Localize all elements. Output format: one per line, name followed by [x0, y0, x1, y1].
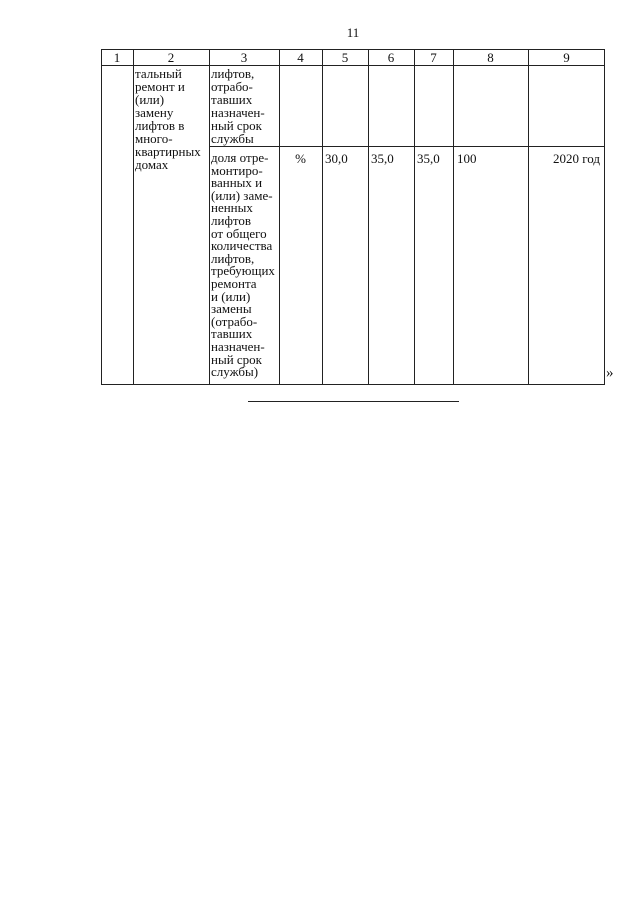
- cell-indicator-continued: лифтов, отрабо- тавших назначен- ный срок службы: [211, 66, 265, 146]
- page-number: 11: [346, 25, 360, 40]
- column-divider-8: [528, 49, 529, 385]
- header-cell-8: 8: [487, 50, 494, 65]
- header-cell-1: 1: [113, 50, 121, 65]
- column-divider-2: [209, 49, 210, 385]
- header-cell-9: 9: [563, 50, 570, 65]
- column-divider-6: [414, 49, 415, 385]
- row-divider: [209, 146, 605, 147]
- cell-value-5: 30,0: [325, 151, 348, 166]
- cell-value-8: 100: [457, 151, 477, 166]
- header-cell-7: 7: [430, 50, 437, 65]
- cell-unit: %: [295, 151, 306, 166]
- column-divider-3: [279, 49, 280, 385]
- closing-quote: »: [606, 365, 614, 381]
- end-separator-line: [248, 401, 459, 402]
- header-cell-5: 5: [341, 50, 349, 65]
- cell-event-name: тальный ремонт и (или) замену лифтов в много- квартирных домах: [135, 66, 201, 172]
- column-divider-5: [368, 49, 369, 385]
- cell-indicator-name: доля отре- монтиро- ванных и (или) заме- ненных лифтов от общего количества лифтов, требующих ремонта и (или) замены (отрабо- тавших назначен- ный срок службы): [211, 150, 275, 380]
- column-divider-4: [322, 49, 323, 385]
- header-cell-6: 6: [387, 50, 395, 65]
- header-cell-3: 3: [240, 50, 248, 65]
- header-cell-4: 4: [297, 50, 304, 65]
- column-divider-7: [453, 49, 454, 385]
- cell-value-7: 35,0: [417, 151, 440, 166]
- column-divider-1: [133, 49, 134, 385]
- cell-value-6: 35,0: [371, 151, 394, 166]
- header-cell-2: 2: [167, 50, 175, 65]
- cell-deadline: 2020 год: [553, 151, 600, 166]
